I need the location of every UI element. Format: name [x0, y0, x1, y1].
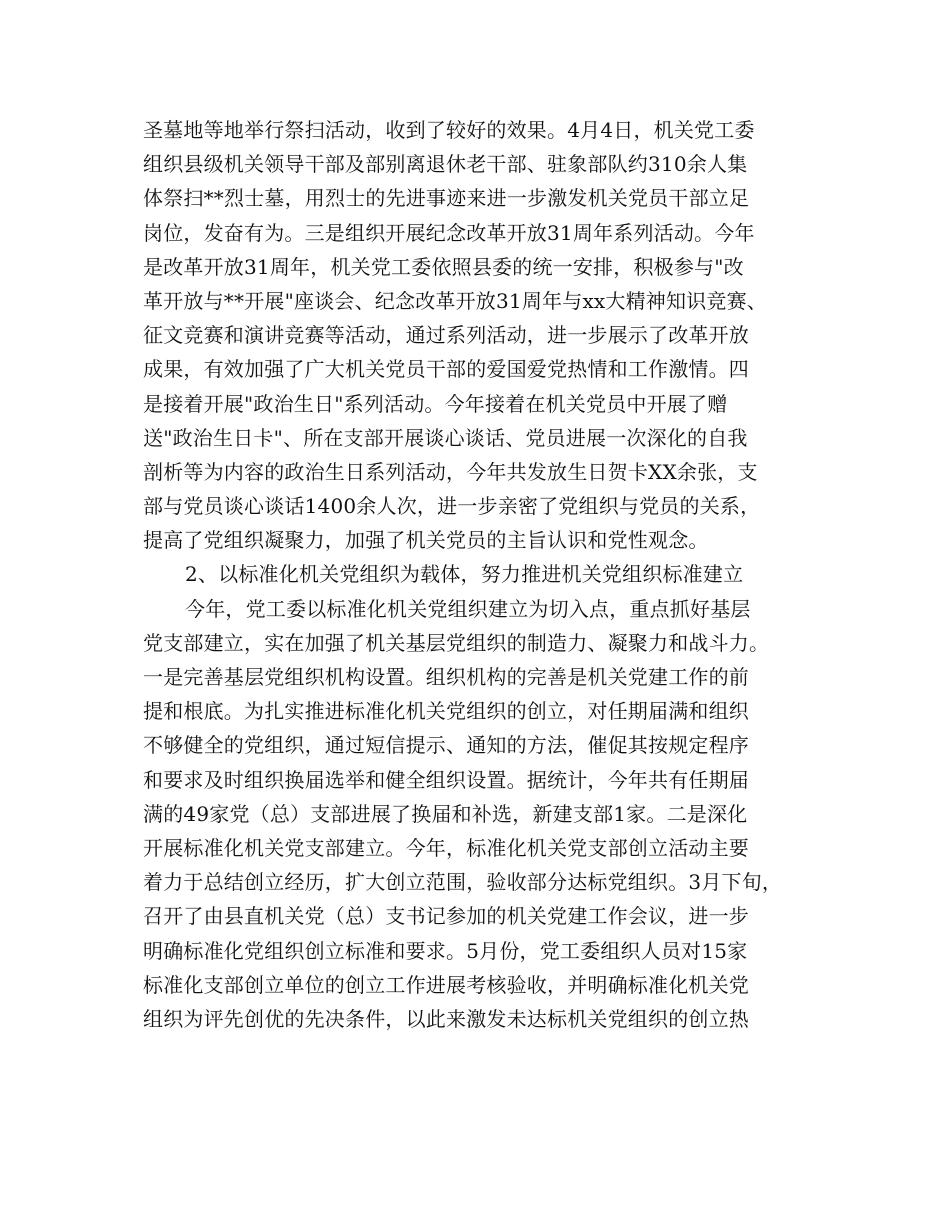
text-line: 今年，党工委以标准化机关党组织建立为切入点，重点抓好基层 [185, 596, 751, 621]
text-line: 是接着开展"政治生日"系列活动。今年接着在机关党员中开展了赠 [143, 391, 728, 416]
text-line: 一是完善基层党组织机构设置。组织机构的完善是机关党建工作的前 [143, 665, 749, 689]
text-line: 明确标准化党组织创立标准和要求。5月份，党工委组织人员对15家 [143, 938, 748, 963]
text-line: 是改革开放31周年，机关党工委依照县委的统一安排，积极参与"改 [143, 254, 744, 279]
text-line: 提高了党组织凝聚力，加强了机关党员的主旨认识和党性观念。 [143, 528, 709, 553]
text-line: 党支部建立，实在加强了机关基层党组织的制造力、凝聚力和战斗力。 [143, 630, 770, 655]
text-line: 组织为评先创优的先决条件，以此来激发未达标机关党组织的创立热 [143, 1006, 749, 1031]
text-line: 开展标准化机关党支部建立。今年，标准化机关党支部创立活动主要 [143, 835, 749, 860]
text-line: 召开了由县直机关党（总）支书记参加的机关党建工作会议，进一步 [143, 904, 749, 929]
text-line: 革开放与**开展"座谈会、纪念改革开放31周年与xx大精神知识竞赛、 [143, 288, 768, 313]
text-line: 着力于总结创立经历，扩大创立范围，验收部分达标党组织。3月下旬， [143, 870, 783, 895]
text-line: 送"政治生日卡"、所在支部开展谈心谈话、党员进展一次深化的自我 [143, 425, 748, 450]
text-line: 和要求及时组织换届选举和健全组织设置。据统计，今年共有任期届 [143, 767, 749, 792]
text-line: 圣墓地等地举行祭扫活动，收到了较好的效果。4月4日，机关党工委 [143, 118, 755, 142]
text-line: 部与党员谈心谈话1400余人次，进一步亲密了党组织与党员的关系， [143, 494, 761, 519]
text-line: 体祭扫**烈士墓，用烈士的先进事迹来进一步激发机关党员干部立足 [143, 186, 750, 211]
text-line: 岗位，发奋有为。三是组织开展纪念改革开放31周年系列活动。今年 [143, 220, 755, 245]
body-text [143, 113, 833, 1036]
text-line: 组织县级机关领导干部及部别离退休老干部、驻象部队约310余人集 [143, 152, 748, 177]
text-line: 剖析等为内容的政治生日系列活动，今年共发放生日贺卡XX余张，支 [143, 459, 758, 484]
text-line: 标准化支部创立单位的创立工作进展考核验收，并明确标准化机关党 [143, 972, 749, 997]
text-line: 提和根底。为扎实推进标准化机关党组织的创立，对任期届满和组织 [143, 699, 749, 724]
section-heading: 2、以标准化机关党组织为载体，努力推进机关党组织标准建立 [185, 562, 744, 587]
text-line: 满的49家党（总）支部进展了换届和补选，新建支部1家。二是深化 [143, 801, 748, 826]
text-line: 不够健全的党组织，通过短信提示、通知的方法，催促其按规定程序 [143, 733, 749, 758]
text-line: 成果，有效加强了广大机关党员干部的爱国爱党热情和工作激情。四 [143, 357, 749, 382]
text-line: 征文竞赛和演讲竞赛等活动，通过系列活动，进一步展示了改革开放 [143, 323, 749, 348]
